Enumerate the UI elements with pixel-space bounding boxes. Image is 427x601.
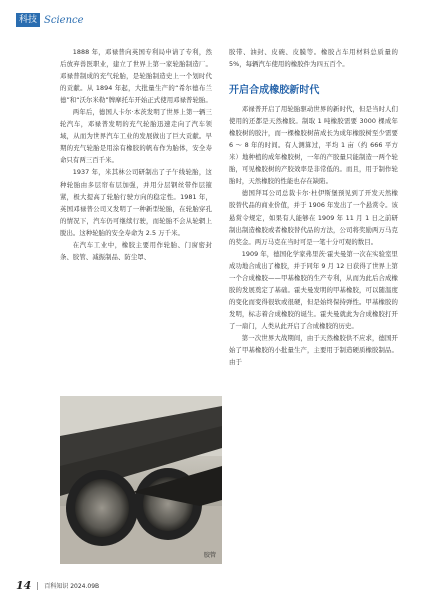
paragraph: 胶带、油封、皮碗、皮膜等。橡胶占车用材料总质量的 5%，每辆汽车使用的橡胶件为四五百个。	[229, 48, 398, 69]
page-footer	[16, 579, 99, 592]
hose-pipes-image	[60, 396, 222, 564]
paragraph: 1888 年，邓禄普向英国专利局申请了专利，然后放弃兽医职业，建立了世界上第一家轮胎制造厂。邓禄普制成的充气轮胎，是轮胎制造史上一个划时代的贡献。从 1894 年起，大批量生产的“希尔德布兰德”和“沃尔米勒”牌摩托车开始正式使用邓禄普轮胎。	[60, 48, 212, 105]
footer-divider	[37, 582, 38, 590]
paragraph: 在汽车工业中，橡胶主要用作轮胎、门窗密封条、胶管、减振制品、防尘罩、	[60, 240, 212, 261]
paragraph: 两年后，德国人卡尔·本茨发明了世界上第一辆三轮汽车，邓禄普发明的充气轮胎迅速走向了汽车领域，从而为世界汽车工业的发展做出了巨大贡献。早期的充气轮胎是用涂有橡胶的帆布作为胎体，安全寿命只有两三百千米。	[60, 108, 212, 165]
publication-name: 百科知识 2024.09B	[44, 583, 100, 590]
paragraph: 第一次世界大战期间，由于天然橡胶供不应求，德国开始了甲基橡胶的小批量生产，主要用于制造硬质橡胶制品。由于	[229, 333, 398, 367]
category-tag: 科技	[16, 13, 40, 27]
hose-photo	[60, 396, 222, 564]
paragraph: 1909 年，德国化学家弗里茨·霍夫曼第一次在实验室里成功地合成出了橡胶，并于同年 9 月 12 日获得了世界上第一个合成橡胶——甲基橡胶的生产专利，从而为此后合成橡胶的发展奠定了基础。霍夫曼发明的甲基橡胶，可以随温度的变化而变得很软或很硬，但是始终保持弹性。甲基橡胶的发明，标志着合成橡胶的诞生。霍夫曼就此为合成橡胶打开了一扇门，人类从此开启了合成橡胶的历史。	[229, 249, 398, 330]
paragraph: 德国拜耳公司总裁卡尔·杜伊斯堡预见到了开发天然橡胶替代品的商业价值，并于 1906 年发出了一个悬赏令。该悬赏令规定，如果有人能够在 1909 年 11 月 1 日之前研制出制造橡胶或者橡胶替代品的方法，公司将奖励两万马克的奖金。两万马克在当时可是一笔十分可观的数目。	[229, 189, 398, 246]
photo-caption: 胶管	[203, 552, 216, 559]
section-title: 开启合成橡胶新时代	[229, 85, 320, 97]
right-column	[229, 46, 398, 368]
section-header	[16, 12, 84, 28]
category-english: Science	[44, 14, 84, 26]
left-column	[60, 46, 212, 263]
paragraph: 1937 年，米其林公司研制出了子午线轮胎，这种轮胎由多层帘布层加强，并用分层钢丝带作层箍紧，极大提高了轮胎行驶方向的稳定性。1981 年，英国邓禄普公司又发明了一种新型轮胎，在轮胎穿孔的情况下，汽车仍可继续行驶，而轮胎不会从轮辋上脱出。这种轮胎的安全寿命为 2.5 万千米。	[60, 168, 212, 237]
paragraph: 邓禄普开启了用轮胎驱动世界的新时代，但是当时人们使用的还都是天然橡胶。制取 1 吨橡胶需要 3000 棵成年橡胶树的胶汁，而一棵橡胶树苗成长为成年橡胶树至少需要 6 ～ 8 年的时间。有人测算过，平均 1 亩（约 666 平方米）地种植的成年橡胶树，一年的产胶量只能制造一两个轮胎，可见橡胶树的产胶效率是非常低的。而且，用于制作轮胎时，天然橡胶的性能也存在缺陷。	[229, 105, 398, 186]
page-number: 14	[16, 579, 32, 592]
